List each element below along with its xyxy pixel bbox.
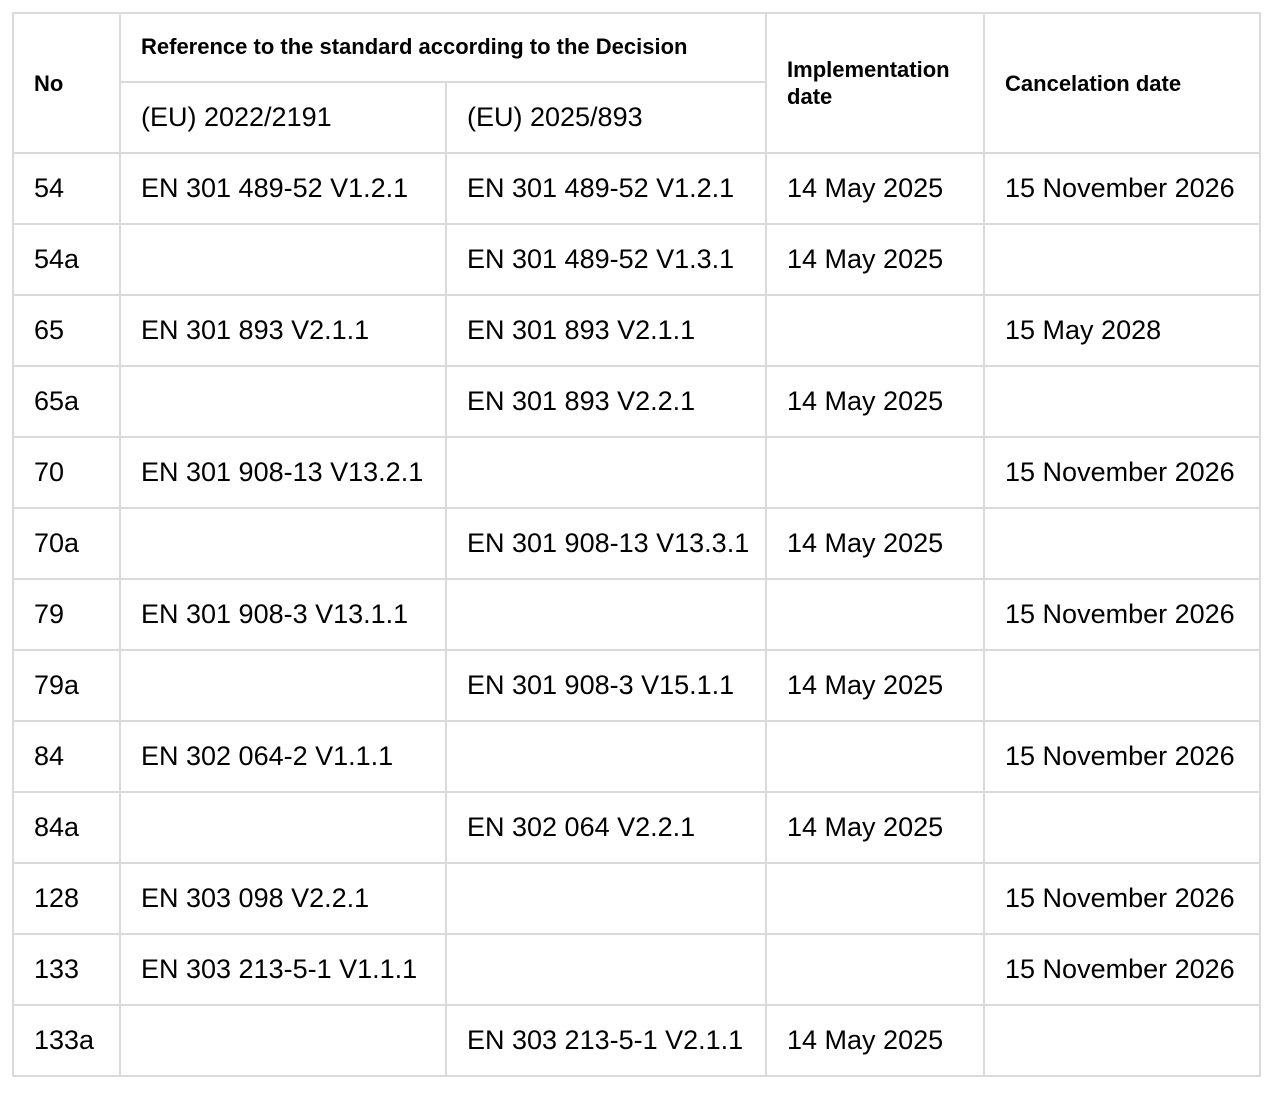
header-reference-group: Reference to the standard according to the Decision	[120, 13, 766, 82]
cell-decision-2022-2191: EN 301 908-3 V13.1.1	[120, 579, 446, 650]
cell-cancelation-date: 15 November 2026	[984, 579, 1260, 650]
cell-cancelation-date	[984, 650, 1260, 721]
standards-table-container	[12, 12, 1261, 1077]
cell-cancelation-date: 15 November 2026	[984, 934, 1260, 1005]
cell-decision-2022-2191: EN 301 908-13 V13.2.1	[120, 437, 446, 508]
cell-no: 133	[13, 934, 120, 1005]
cell-decision-2025-893	[446, 437, 766, 508]
table-row	[13, 1005, 1260, 1076]
cell-no: 54a	[13, 224, 120, 295]
table-row	[13, 579, 1260, 650]
cell-implementation-date: 14 May 2025	[766, 508, 984, 579]
cell-decision-2022-2191: EN 302 064-2 V1.1.1	[120, 721, 446, 792]
cell-decision-2022-2191	[120, 650, 446, 721]
cell-cancelation-date	[984, 508, 1260, 579]
cell-implementation-date	[766, 934, 984, 1005]
cell-decision-2025-893: EN 301 893 V2.1.1	[446, 295, 766, 366]
table-row	[13, 792, 1260, 863]
cell-decision-2022-2191: EN 301 489-52 V1.2.1	[120, 153, 446, 224]
cell-cancelation-date: 15 November 2026	[984, 721, 1260, 792]
cell-decision-2022-2191: EN 301 893 V2.1.1	[120, 295, 446, 366]
table-body	[13, 153, 1260, 1076]
cell-cancelation-date: 15 May 2028	[984, 295, 1260, 366]
cell-decision-2025-893: EN 301 893 V2.2.1	[446, 366, 766, 437]
cell-decision-2022-2191: EN 303 098 V2.2.1	[120, 863, 446, 934]
cell-implementation-date	[766, 721, 984, 792]
table-header	[13, 13, 1260, 153]
cell-cancelation-date	[984, 792, 1260, 863]
cell-no: 84	[13, 721, 120, 792]
cell-no: 84a	[13, 792, 120, 863]
cell-implementation-date: 14 May 2025	[766, 224, 984, 295]
cell-decision-2025-893	[446, 721, 766, 792]
header-row	[13, 13, 1260, 82]
header-implementation-date: Implementation date	[766, 13, 984, 153]
table-row	[13, 508, 1260, 579]
cell-no: 65a	[13, 366, 120, 437]
cell-implementation-date: 14 May 2025	[766, 650, 984, 721]
standards-table	[12, 12, 1261, 1077]
table-row	[13, 863, 1260, 934]
cell-decision-2025-893	[446, 863, 766, 934]
cell-decision-2022-2191	[120, 1005, 446, 1076]
cell-implementation-date	[766, 295, 984, 366]
cell-decision-2022-2191: EN 303 213-5-1 V1.1.1	[120, 934, 446, 1005]
header-decision-2022-2191: (EU) 2022/2191	[120, 82, 446, 153]
cell-no: 133a	[13, 1005, 120, 1076]
header-cancelation-date: Cancelation date	[984, 13, 1260, 153]
header-no: No	[13, 13, 120, 153]
cell-decision-2025-893: EN 301 908-13 V13.3.1	[446, 508, 766, 579]
cell-implementation-date: 14 May 2025	[766, 792, 984, 863]
cell-implementation-date	[766, 863, 984, 934]
header-decision-2025-893: (EU) 2025/893	[446, 82, 766, 153]
cell-decision-2022-2191	[120, 508, 446, 579]
table-row	[13, 153, 1260, 224]
cell-implementation-date: 14 May 2025	[766, 1005, 984, 1076]
cell-no: 128	[13, 863, 120, 934]
table-row	[13, 224, 1260, 295]
cell-no: 79a	[13, 650, 120, 721]
table-row	[13, 721, 1260, 792]
cell-cancelation-date	[984, 366, 1260, 437]
table-row	[13, 650, 1260, 721]
cell-decision-2025-893: EN 303 213-5-1 V2.1.1	[446, 1005, 766, 1076]
cell-no: 70	[13, 437, 120, 508]
cell-decision-2025-893: EN 301 908-3 V15.1.1	[446, 650, 766, 721]
table-row	[13, 295, 1260, 366]
table-row	[13, 366, 1260, 437]
cell-implementation-date: 14 May 2025	[766, 153, 984, 224]
cell-cancelation-date: 15 November 2026	[984, 437, 1260, 508]
table-row	[13, 437, 1260, 508]
cell-cancelation-date	[984, 224, 1260, 295]
cell-decision-2025-893	[446, 934, 766, 1005]
cell-decision-2022-2191	[120, 224, 446, 295]
cell-no: 54	[13, 153, 120, 224]
cell-implementation-date: 14 May 2025	[766, 366, 984, 437]
cell-implementation-date	[766, 579, 984, 650]
cell-no: 79	[13, 579, 120, 650]
cell-decision-2025-893: EN 302 064 V2.2.1	[446, 792, 766, 863]
cell-decision-2022-2191	[120, 366, 446, 437]
table-row	[13, 934, 1260, 1005]
cell-decision-2025-893	[446, 579, 766, 650]
cell-cancelation-date: 15 November 2026	[984, 153, 1260, 224]
cell-cancelation-date: 15 November 2026	[984, 863, 1260, 934]
cell-decision-2025-893: EN 301 489-52 V1.2.1	[446, 153, 766, 224]
cell-no: 65	[13, 295, 120, 366]
cell-implementation-date	[766, 437, 984, 508]
cell-decision-2025-893: EN 301 489-52 V1.3.1	[446, 224, 766, 295]
cell-no: 70a	[13, 508, 120, 579]
cell-decision-2022-2191	[120, 792, 446, 863]
cell-cancelation-date	[984, 1005, 1260, 1076]
